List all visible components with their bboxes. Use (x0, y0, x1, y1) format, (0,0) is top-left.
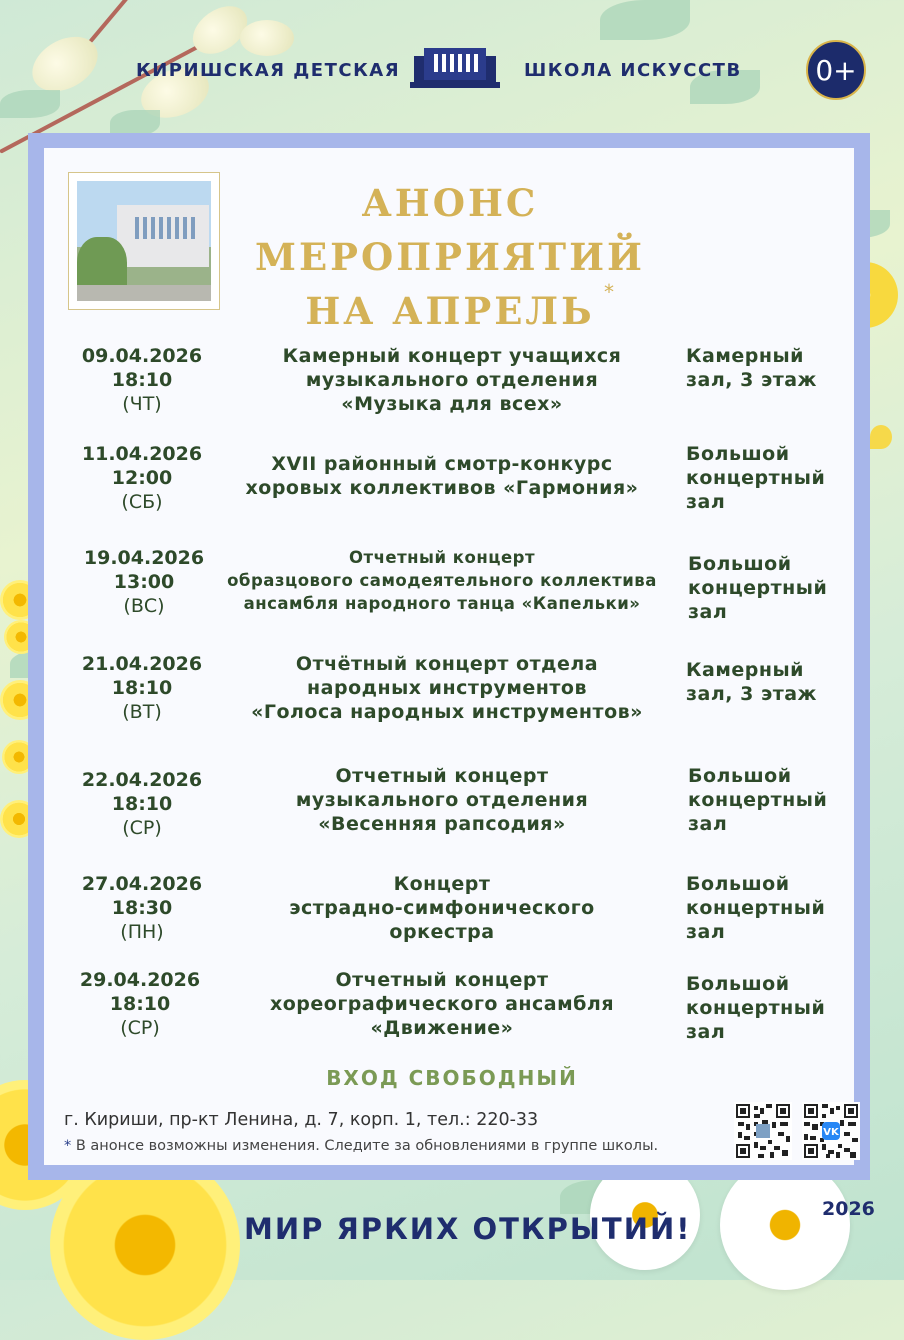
event-title-line: «Движение» (370, 1017, 514, 1039)
event-venue (686, 872, 825, 944)
event-title-line: «Голоса народных инструментов» (251, 701, 643, 723)
title-line-2: МЕРОПРИЯТИЙ (254, 235, 645, 279)
event-title-line: эстрадно-симфонического (289, 897, 595, 919)
event-venue-line: зал, 3 этаж (686, 683, 817, 705)
event-title-line: образцового самодеятельного коллектива (227, 571, 657, 590)
event-venue-line: зал (686, 921, 726, 943)
age-rating-badge: 0+ (806, 40, 866, 100)
event-title (222, 764, 662, 836)
title-line-1: АНОНС (361, 181, 539, 225)
event-datetime (52, 344, 232, 416)
event-venue-line: зал, 3 этаж (686, 369, 817, 391)
event-datetime (50, 968, 230, 1040)
title-asterisk: * (604, 280, 614, 304)
school-name-right: ШКОЛА ИСКУССТВ (524, 60, 742, 81)
event-title-line: XVII районный смотр-конкурс (271, 453, 613, 475)
event-title-line: Отчетный концерт (348, 548, 536, 567)
event-venue-line: зал (688, 813, 728, 835)
event-title (222, 968, 662, 1040)
note-asterisk: * (64, 1138, 72, 1154)
qr-code-website[interactable] (734, 1102, 792, 1160)
event-title-line: ансамбля народного танца «Капельки» (243, 594, 641, 613)
event-date: 27.04.2026 (81, 873, 203, 895)
event-date: 19.04.2026 (83, 547, 205, 569)
slogan: МИР ЯРКИХ ОТКРЫТИЙ! (244, 1212, 692, 1246)
event-venue-line: концертный (688, 789, 828, 811)
event-venue-line: концертный (688, 577, 828, 599)
event-venue (686, 344, 817, 392)
event-venue-line: концертный (686, 897, 826, 919)
event-day: (СР) (120, 1017, 160, 1039)
event-title (222, 872, 662, 944)
event-title (222, 652, 672, 724)
event-time: 18:30 (111, 897, 173, 919)
qr-code-vk[interactable] (802, 1102, 860, 1160)
event-venue-line: зал (688, 601, 728, 623)
event-venue-line: Камерный (686, 345, 804, 367)
event-time: 13:00 (113, 571, 175, 593)
event-title-line: Камерный концерт учащихся (282, 345, 622, 367)
event-title-line: народных инструментов (307, 677, 587, 699)
event-title-line: Отчётный концерт отдела (295, 653, 599, 675)
event-venue-line: зал (686, 1021, 726, 1043)
event-title (212, 546, 672, 615)
event-venue-line: Большой (688, 765, 792, 787)
vk-logo-icon: VK (823, 1127, 839, 1139)
event-title-line: хоровых коллективов «Гармония» (245, 477, 639, 499)
address-line: г. Кириши, пр-кт Ленина, д. 7, корп. 1, тел.: 220-33 (64, 1110, 539, 1130)
event-venue-line: Камерный (686, 659, 804, 681)
event-title-line: музыкального отделения (305, 369, 599, 391)
school-building-logo (410, 46, 500, 90)
school-photo (68, 172, 220, 310)
event-datetime (54, 546, 234, 618)
event-time: 12:00 (111, 467, 173, 489)
note-text: В анонсе возможны изменения. Следите за обновлениями в группе школы. (75, 1138, 659, 1154)
event-title (232, 344, 672, 416)
event-title-line: оркестра (389, 921, 495, 943)
event-venue-line: концертный (686, 997, 826, 1019)
event-datetime (52, 652, 232, 724)
event-venue-line: Большой (686, 443, 790, 465)
event-title (222, 452, 662, 500)
event-title-line: «Музыка для всех» (341, 393, 563, 415)
event-title-line: хореографического ансамбля (269, 993, 615, 1015)
event-day: (СР) (122, 817, 162, 839)
free-entry-label: ВХОД СВОБОДНЫЙ (326, 1066, 578, 1090)
event-venue-line: Большой (688, 553, 792, 575)
event-venue (686, 442, 825, 514)
event-title-line: «Весенняя рапсодия» (318, 813, 566, 835)
event-date: 09.04.2026 (81, 345, 203, 367)
event-datetime (52, 768, 232, 840)
event-venue (686, 972, 825, 1044)
event-venue (686, 658, 817, 706)
event-day: (ЧТ) (122, 393, 162, 415)
event-time: 18:10 (111, 793, 173, 815)
event-date: 29.04.2026 (79, 969, 201, 991)
event-venue (688, 764, 827, 836)
year-label: 2026 (822, 1198, 875, 1220)
event-venue-line: Большой (686, 873, 790, 895)
event-venue (688, 552, 827, 624)
event-day: (ПН) (120, 921, 164, 943)
event-venue-line: концертный (686, 467, 826, 489)
event-day: (ВС) (123, 595, 165, 617)
event-datetime (52, 442, 232, 514)
event-datetime (52, 872, 232, 944)
event-title-line: Концерт (393, 873, 491, 895)
title-line-3: НА АПРЕЛЬ (305, 289, 595, 333)
event-date: 22.04.2026 (81, 769, 203, 791)
event-venue-line: зал (686, 491, 726, 513)
event-day: (СБ) (121, 491, 163, 513)
event-time: 18:10 (111, 369, 173, 391)
event-date: 21.04.2026 (81, 653, 203, 675)
page-title (240, 176, 660, 338)
event-venue-line: Большой (686, 973, 790, 995)
school-name-left: КИРИШСКАЯ ДЕТСКАЯ (136, 60, 401, 81)
event-time: 18:10 (109, 993, 171, 1015)
event-title-line: Отчетный концерт (335, 969, 549, 991)
event-title-line: музыкального отделения (295, 789, 589, 811)
event-title-line: Отчетный концерт (335, 765, 549, 787)
event-day: (ВТ) (122, 701, 162, 723)
event-date: 11.04.2026 (81, 443, 203, 465)
disclaimer-note (64, 1138, 658, 1154)
event-time: 18:10 (111, 677, 173, 699)
